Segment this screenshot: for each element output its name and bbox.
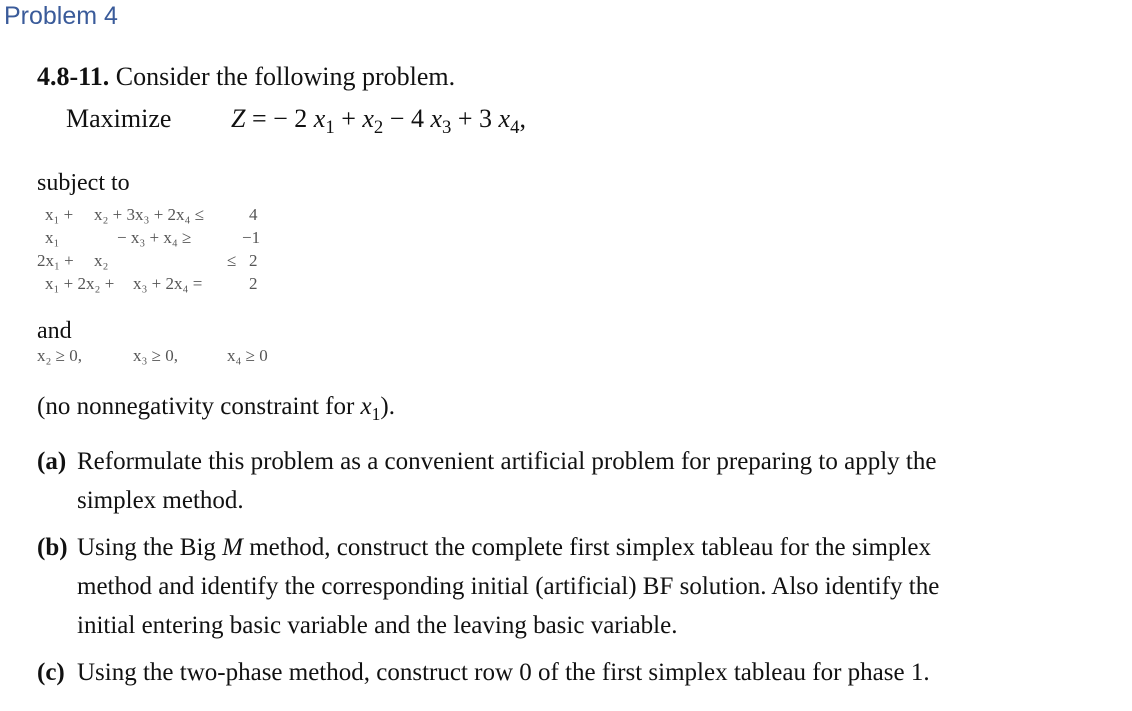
note-var: x xyxy=(360,393,372,420)
obj-x1-sub: 1 xyxy=(325,117,335,139)
nonneg-x2: x₂ ≥ 0, xyxy=(37,346,83,365)
constraint-1-a: x₁ + xyxy=(45,205,74,224)
objective-line xyxy=(66,104,526,139)
obj-end: , xyxy=(519,104,526,133)
part-b-line1-pre: Using the Big xyxy=(77,534,223,561)
constraint-2-rhs: −1 xyxy=(242,228,261,247)
constraint-1-b: x₂ + 3x₃ + 2x₄ ≤ xyxy=(94,205,205,224)
obj-x4-sub: 4 xyxy=(510,117,520,139)
part-a-label: (a) xyxy=(37,448,67,475)
part-a-line: simplex method. xyxy=(77,487,244,514)
part-b-line xyxy=(77,528,1097,567)
obj-x2-sub: 2 xyxy=(373,117,384,139)
obj-x3: x xyxy=(430,104,442,133)
objective-function xyxy=(231,104,526,139)
part-a-line: Reformulate this problem as a convenient artificial problem for preparing to apply the xyxy=(77,448,937,475)
part-b-line: method and identify the corresponding initial (artificial) BF solution. Also identify the xyxy=(77,573,940,600)
obj-eq: = − 2 xyxy=(245,104,314,133)
obj-x1: x xyxy=(313,104,326,133)
obj-x4: x xyxy=(498,104,511,133)
problem-header: Problem 4 xyxy=(4,2,118,30)
obj-t2: + xyxy=(334,104,363,133)
constraint-4-b: x₃ + 2x₄ = xyxy=(133,274,203,293)
part-b-line: initial entering basic variable and the leaving basic variable. xyxy=(77,612,678,639)
constraint-3-b: x₂ xyxy=(94,251,109,270)
obj-t3: − 4 xyxy=(383,104,431,133)
problem-number: 4.8-11. xyxy=(37,62,110,91)
constraint-3-c: ≤ xyxy=(227,251,237,270)
obj-t4: + 3 xyxy=(451,104,499,133)
part-c-line: Using the two-phase method, construct row 0 of the first simplex tableau for phase 1. xyxy=(77,659,930,686)
nonneg-x3: x₃ ≥ 0, xyxy=(133,346,179,365)
constraint-3-a: 2x₁ + xyxy=(37,251,74,270)
note-suffix: ). xyxy=(380,393,395,420)
part-b-label: (b) xyxy=(37,534,68,561)
note-sub: 1 xyxy=(371,404,381,424)
constraint-3-rhs: 2 xyxy=(249,251,258,270)
nonnegativity-note xyxy=(37,393,395,425)
part-b-line1-post: method, construct the complete first simplex tableau for the simplex xyxy=(242,534,931,561)
constraint-4-rhs: 2 xyxy=(249,274,258,293)
part-b-M: M xyxy=(222,534,243,561)
and-label: and xyxy=(37,318,72,344)
nonneg-x4: x₄ ≥ 0 xyxy=(227,346,268,365)
problem-intro-text: Consider the following problem. xyxy=(115,62,456,91)
part-c-label: (c) xyxy=(37,659,65,686)
obj-x3-sub: 3 xyxy=(442,117,452,139)
constraint-1-rhs: 4 xyxy=(249,205,258,224)
note-prefix: (no nonnegativity constraint for xyxy=(37,393,361,420)
constraint-2-a: x₁ xyxy=(45,228,60,247)
subject-to-label: subject to xyxy=(37,170,130,196)
constraint-2-b: − x₃ + x₄ ≥ xyxy=(117,228,192,247)
obj-x2: x xyxy=(362,104,374,133)
maximize-word: Maximize xyxy=(66,104,172,133)
problem-intro xyxy=(37,62,455,92)
constraint-4-a: x₁ + 2x₂ + xyxy=(45,274,115,293)
obj-lhs: Z xyxy=(231,104,246,133)
